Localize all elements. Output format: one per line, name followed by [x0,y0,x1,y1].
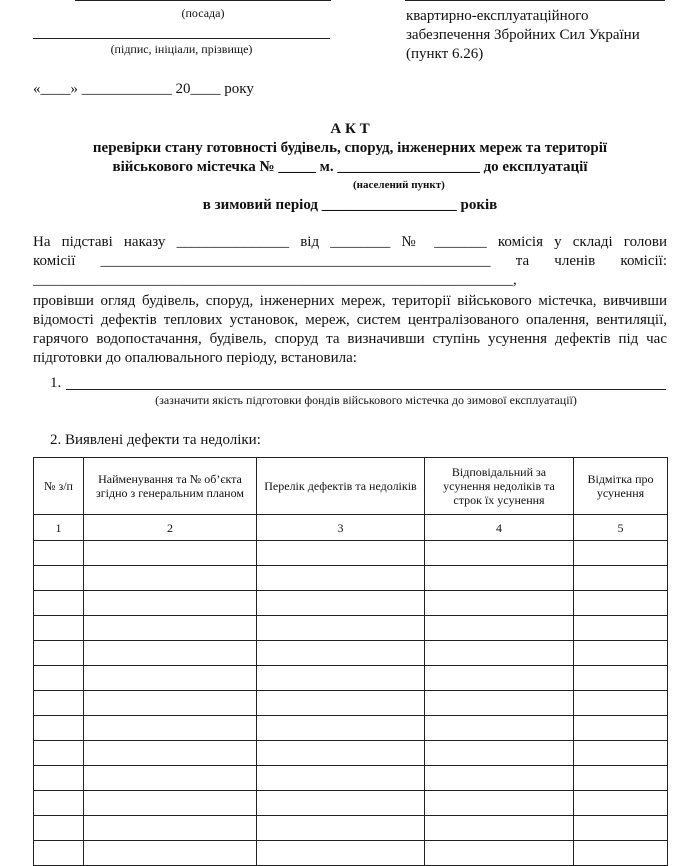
title-line-2: військового містечка № _____ м. ___________________ до експлуатації [112,159,588,175]
table-cell [574,641,668,666]
table-cell [84,741,257,766]
signature-caption: (підпис, ініціали, прізвище) [110,42,253,56]
column-number: 1 [34,515,84,541]
table-cell [425,666,574,691]
table-cell [34,691,84,716]
table-cell [574,666,668,691]
table-row [34,841,668,866]
column-number: 5 [574,515,668,541]
table-cell [84,716,257,741]
table-row [34,641,668,666]
table-cell [34,766,84,791]
table-row [34,716,668,741]
right-line-2: забезпечення Збройних Сил України [406,27,640,43]
table-cell [257,616,425,641]
table-cell [34,591,84,616]
table-cell [84,691,257,716]
table-row [34,741,668,766]
table-cell [84,566,257,591]
item-1-line [66,389,666,390]
table-cell [425,566,574,591]
position-caption: (посада) [181,6,225,20]
table-cell [257,741,425,766]
table-cell [574,616,668,641]
table-cell [34,616,84,641]
table-cell [34,641,84,666]
column-number-row [34,515,668,541]
table-cell [84,591,257,616]
settlement-caption: (населений пункт) [353,179,445,191]
table-cell [574,716,668,741]
header-cell-defects: Перелік дефектів та недоліків [257,458,425,515]
column-number: 3 [257,515,425,541]
defects-table [33,457,668,866]
table-cell [574,791,668,816]
table-cell [34,791,84,816]
table-cell [84,616,257,641]
table-cell [425,816,574,841]
order-line-text: На підставі наказу _______________ від ________ № _______ комісія у складі голови [33,234,667,250]
table-cell [574,766,668,791]
table-cell [425,741,574,766]
table-row [34,616,668,641]
table-cell [34,666,84,691]
table-row [34,816,668,841]
table-cell [34,741,84,766]
table-row [34,766,668,791]
table-cell [425,716,574,741]
table-cell [574,541,668,566]
date-line: «____» ____________ 20____ року [33,81,254,97]
table-cell [84,841,257,866]
table-cell [574,591,668,616]
table-row [34,541,668,566]
header-cell-object: Найменування та № об’єкта згідно з генеральним планом [84,458,257,515]
table-cell [574,691,668,716]
table-cell [425,841,574,866]
table-cell [574,816,668,841]
findings-paragraph: провівши огляд будівель, споруд, інженерних мереж, території військового містечка, вивчивши відомості дефектів теплових установок, мереж, систем централізованого опалення, вентиляції, гарячого водопостачання, будівель, споруд та визначивши ступінь усунення дефектів під час підготовки до опалювального періоду, встановила: [33,293,667,366]
act-title: А К Т [330,121,370,137]
commission-line [33,252,667,271]
table-cell [34,716,84,741]
header-cell-responsible: Відповідальний за усунення недоліків та строк їх усунення [425,458,574,515]
table-cell [84,666,257,691]
table-row [34,691,668,716]
table-cell [574,566,668,591]
table-cell [425,766,574,791]
item-2-heading: 2. Виявлені дефекти та недоліки: [50,432,261,448]
right-line-3: (пункт 6.26) [406,46,484,62]
members-line: ________________________________________________________________, [33,272,517,288]
order-line [33,233,667,252]
commission-line-text: комісії ____________________________________________________ та членів комісії: [33,253,667,269]
table-cell [257,591,425,616]
right-line-1: квартирно-експлуатаційного [406,8,589,24]
table-cell [34,816,84,841]
table-cell [257,816,425,841]
signature-line [33,38,330,39]
table-cell [425,541,574,566]
table-cell [425,591,574,616]
table-cell [257,641,425,666]
table-cell [84,791,257,816]
title-line-1: перевірки стану готовності будівель, споруд, інженерних мереж та території [92,140,608,156]
table-cell [257,566,425,591]
table-cell [34,566,84,591]
table-row [34,566,668,591]
item-1-number: 1. [50,375,62,391]
table-cell [574,841,668,866]
table-cell [425,791,574,816]
position-line [75,0,331,1]
table-row [34,591,668,616]
right-top-line [405,0,665,1]
table-cell [34,841,84,866]
table-cell [84,641,257,666]
table-cell [34,541,84,566]
header-cell-mark: Відмітка про усунення [574,458,668,515]
table-row [34,791,668,816]
title-line-3: в зимовий період __________________ років [202,197,498,213]
item-1-caption: (зазначити якість підготовки фондів військового містечка до зимової експлуатації) [155,393,577,407]
column-number: 2 [84,515,257,541]
table-cell [257,691,425,716]
table-cell [257,841,425,866]
table-header-row [34,458,668,515]
table-row [34,666,668,691]
column-number: 4 [425,515,574,541]
table-cell [425,691,574,716]
table-cell [257,666,425,691]
header-cell-number: № з/п [34,458,84,515]
table-cell [574,741,668,766]
table-cell [257,766,425,791]
table-cell [257,716,425,741]
table-cell [425,641,574,666]
table-cell [257,791,425,816]
table-cell [257,541,425,566]
table-cell [84,766,257,791]
table-cell [84,541,257,566]
table-cell [84,816,257,841]
table-cell [425,616,574,641]
